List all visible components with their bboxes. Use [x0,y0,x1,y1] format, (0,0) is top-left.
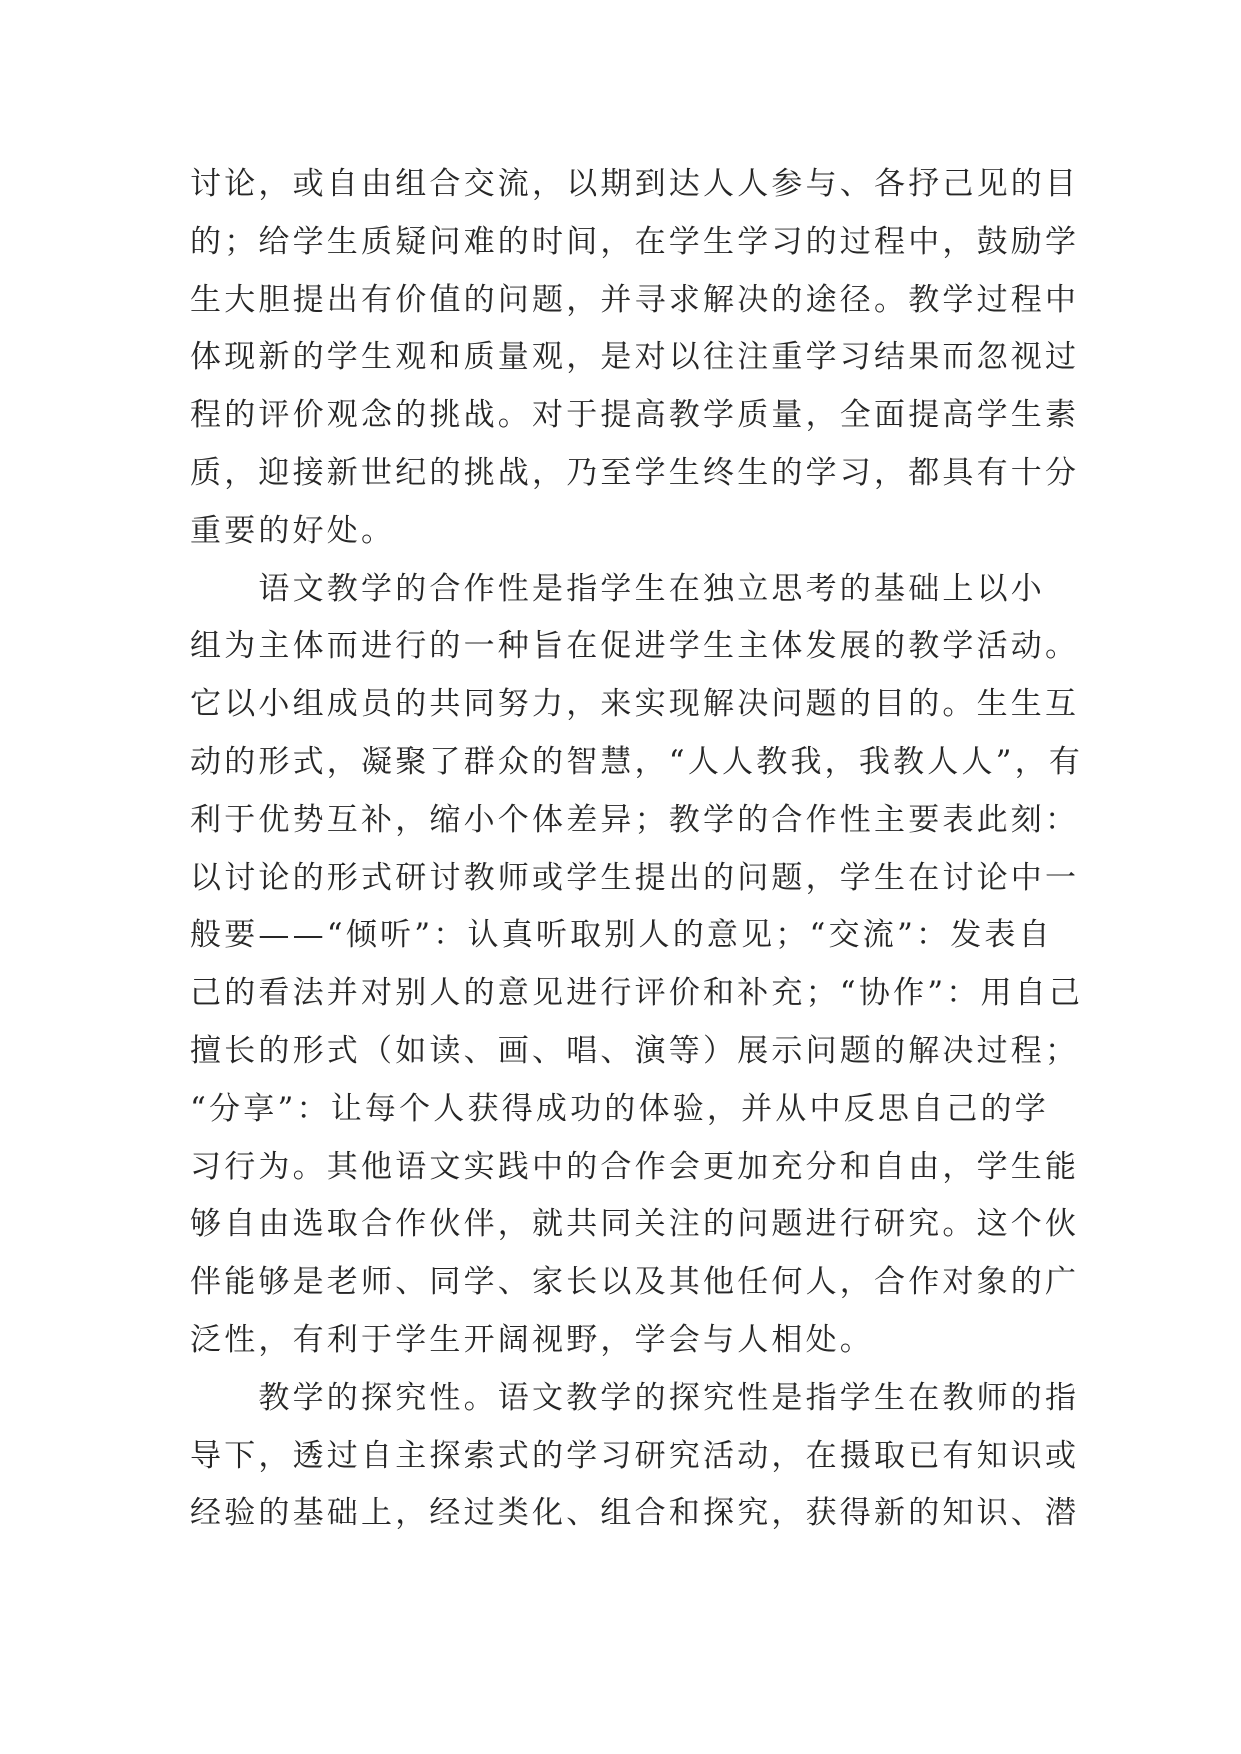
text-line: 语文教学的合作性是指学生在独立思考的基础上以小 [190,570,1045,607]
text-line: 般要——“倾听”：认真听取别人的意见；“交流”：发表自 [190,917,1053,954]
text-line: 泛性，有利于学生开阔视野，学会与人相处。 [190,1321,874,1358]
text-line: 利于优势互补，缩小个体差异；教学的合作性主要表此刻： [190,801,1080,838]
text-line: 擅长的形式（如读、画、唱、演等）展示问题的解决过程； [190,1032,1080,1069]
text-line: 组为主体而进行的一种旨在促进学生主体发展的教学活动。 [190,628,1080,665]
text-line: 己的看法并对别人的意见进行评价和补充；“协作”：用自己 [190,975,1084,1012]
text-line: 体现新的学生观和质量观，是对以往注重学习结果而忽视过 [190,339,1080,376]
text-line: 生大胆提出有价值的问题，并寻求解决的途径。教学过程中 [190,281,1080,318]
text-line: 教学的探究性。语文教学的探究性是指学生在教师的指 [190,1379,1080,1416]
text-line: 程的评价观念的挑战。对于提高教学质量，全面提高学生素 [190,397,1080,434]
text-line: 以讨论的形式研讨教师或学生提出的问题，学生在讨论中一 [190,859,1080,896]
text-line: “分享”：让每个人获得成功的体验，并从中反思自己的学 [190,1090,1049,1127]
text-line: 讨论，或自由组合交流，以期到达人人参与、各抒己见的目 [190,166,1080,202]
text-line: 伴能够是老师、同学、家长以及其他任何人，合作对象的广 [190,1264,1080,1301]
text-line: 导下，透过自主探索式的学习研究活动，在摄取已有知识或 [190,1437,1080,1474]
text-line: 它以小组成员的共同努力，来实现解决问题的目的。生生互 [190,686,1080,723]
text-line: 质，迎接新世纪的挑战，乃至学生终生的学习，都具有十分 [190,454,1080,491]
body-text [190,156,1090,1543]
text-line: 够自由选取合作伙伴，就共同关注的问题进行研究。这个伙 [190,1206,1080,1243]
text-line: 重要的好处。 [190,512,396,549]
text-line: 习行为。其他语文实践中的合作会更加充分和自由，学生能 [190,1148,1080,1185]
text-line: 的；给学生质疑问难的时间，在学生学习的过程中，鼓励学 [190,223,1080,260]
text-line: 经验的基础上，经过类化、组合和探究，获得新的知识、潜 [190,1495,1080,1532]
text-line: 动的形式，凝聚了群众的智慧，“人人教我，我教人人”，有 [190,743,1084,780]
